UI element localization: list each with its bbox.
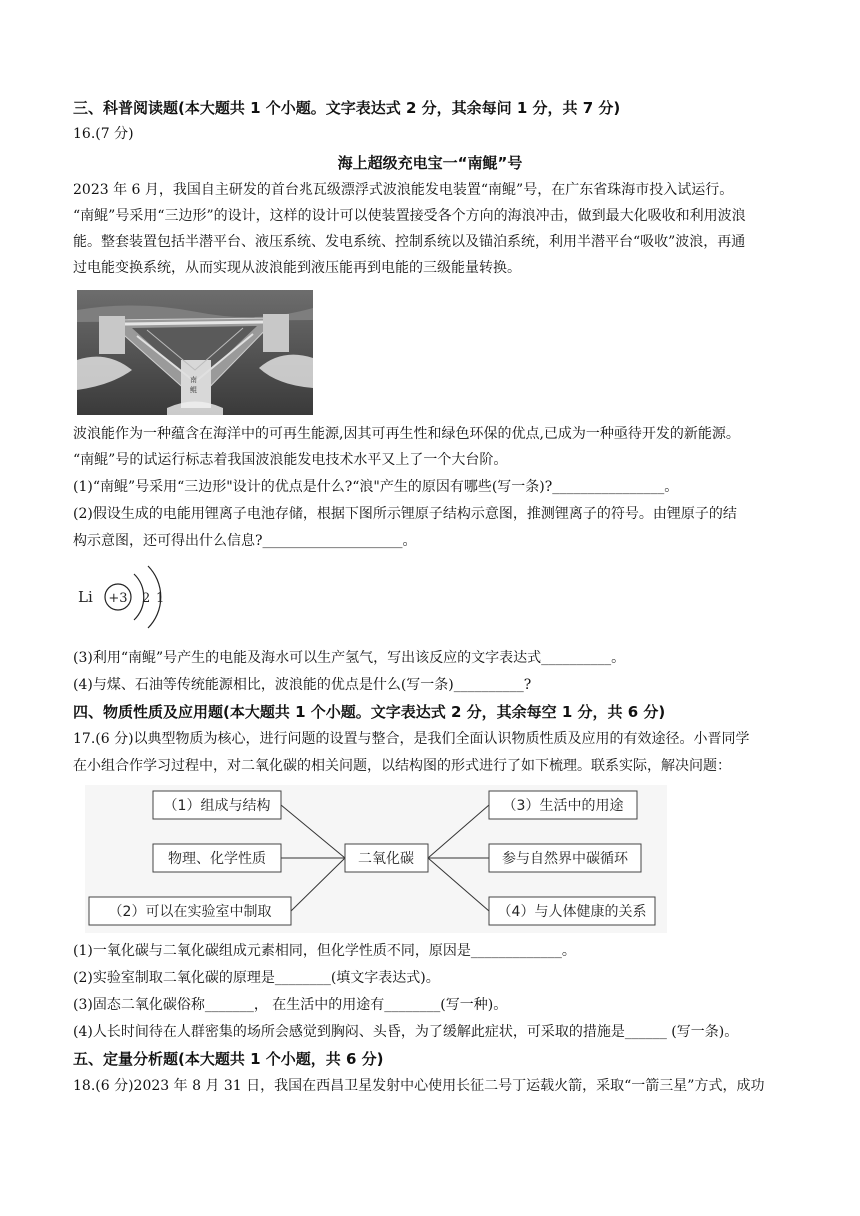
question17-1: (1)一氧化碳与二氧化碳组成元素相同，但化学性质不同，原因是_____________。 — [73, 943, 576, 959]
shell1-electrons: 2 — [142, 591, 151, 606]
section5-heading: 五、定量分析题(本大题共 1 个小题，共 6 分) — [73, 1050, 384, 1068]
question16-label: 16.(7 分) — [73, 126, 134, 142]
wave-device-photo — [77, 290, 313, 415]
question16-1: (1)“南鲲”号采用“三边形"设计的优点是什么?“浪"产生的原因有哪些(写一条)?________________。 — [73, 479, 679, 495]
question16-2: 构示意图，还可得出什么信息?____________________。 — [73, 533, 417, 549]
node-composition: （1）组成与结构 — [163, 798, 271, 814]
section3-heading: 三、科普阅读题(本大题共 1 个小题。文字表达式 2 分，其余每问 1 分，共 7 分) — [73, 99, 621, 117]
question16-2: (2)假设生成的电能用锂离子电池存储，根据下图所示锂原子结构示意图，推测锂离子的符号。由锂原子的结 — [73, 506, 737, 522]
question18-intro: 18.(6 分)2023 年 8 月 31 日，我国在西昌卫星发射中心使用长征二号丁运载火箭，采取“一箭三星”方式，成功 — [73, 1078, 765, 1094]
question17-2: (2)实验室制取二氧化碳的原理是________(填文字表达式)。 — [73, 970, 440, 986]
node-center-co2: 二氧化碳 — [358, 851, 414, 867]
atom-symbol: Li — [78, 588, 93, 606]
article-paragraph: 能。整套装置包括半潜平台、液压系统、发电系统、控制系统以及锚泊系统，利用半潜平台“吸收”波浪，再通 — [73, 234, 746, 250]
question17-intro: 在小组合作学习过程中，对二氧化碳的相关问题，以结构图的形式进行了如下梳理。联系实际，解决问题： — [73, 758, 731, 774]
question17-4: (4)人长时间待在人群密集的场所会感觉到胸闷、头昏，为了缓解此症状，可采取的措施是______ (写一条)。 — [73, 1024, 739, 1040]
node-daily-uses: （3）生活中的用途 — [502, 798, 624, 814]
section4-heading: 四、物质性质及应用题(本大题共 1 个小题。文字表达式 2 分，其余每空 1 分，共 6 分) — [73, 703, 666, 721]
nucleus-charge: +3 — [108, 591, 128, 606]
article-paragraph: “南鲲”号采用“三边形”的设计，这样的设计可以使装置接受各个方向的海浪冲击，做到最大化吸收和利用波浪 — [73, 208, 746, 224]
svg-text:南: 南 — [190, 376, 197, 384]
node-properties: 物理、化学性质 — [168, 851, 266, 867]
svg-text:鲲: 鲲 — [190, 386, 197, 394]
shell2-electrons: 1 — [156, 591, 165, 606]
node-health: （4）与人体健康的关系 — [497, 904, 647, 920]
article-paragraph: “南鲲”号的试运行标志着我国波浪能发电技术水平又上了一个大台阶。 — [73, 452, 508, 468]
co2-concept-map — [85, 785, 667, 933]
node-carbon-cycle: 参与自然界中碳循环 — [502, 851, 628, 867]
question16-3: (3)利用“南鲲”号产生的电能及海水可以生产氢气，写出该反应的文字表达式__________。 — [73, 650, 626, 666]
question16-4: (4)与煤、石油等传统能源相比，波浪能的优点是什么(写一条)__________? — [73, 677, 532, 693]
article-title: 海上超级充电宝一“南鲲”号 — [337, 154, 523, 172]
article-paragraph: 过电能变换系统，从而实现从波浪能到液压能再到电能的三级能量转换。 — [73, 260, 521, 276]
lithium-atom-diagram — [74, 556, 174, 638]
article-paragraph: 2023 年 6 月，我国自主研发的首台兆瓦级漂浮式波浪能发电装置“南鲲”号，在广东省珠海市投入试运行。 — [73, 182, 734, 198]
node-lab-preparation: （2）可以在实验室中制取 — [108, 904, 272, 920]
question17-intro: 17.(6 分)以典型物质为核心，进行问题的设置与整合，是我们全面认识物质性质及应用的有效途径。小晋同学 — [73, 731, 750, 747]
article-paragraph: 波浪能作为一种蕴含在海洋中的可再生能源,因其可再生性和绿色环保的优点,已成为一种亟待开发的新能源。 — [73, 426, 740, 442]
question17-3: (3)固态二氧化碳俗称_______， 在生活中的用途有________(写一种)。 — [73, 997, 508, 1013]
